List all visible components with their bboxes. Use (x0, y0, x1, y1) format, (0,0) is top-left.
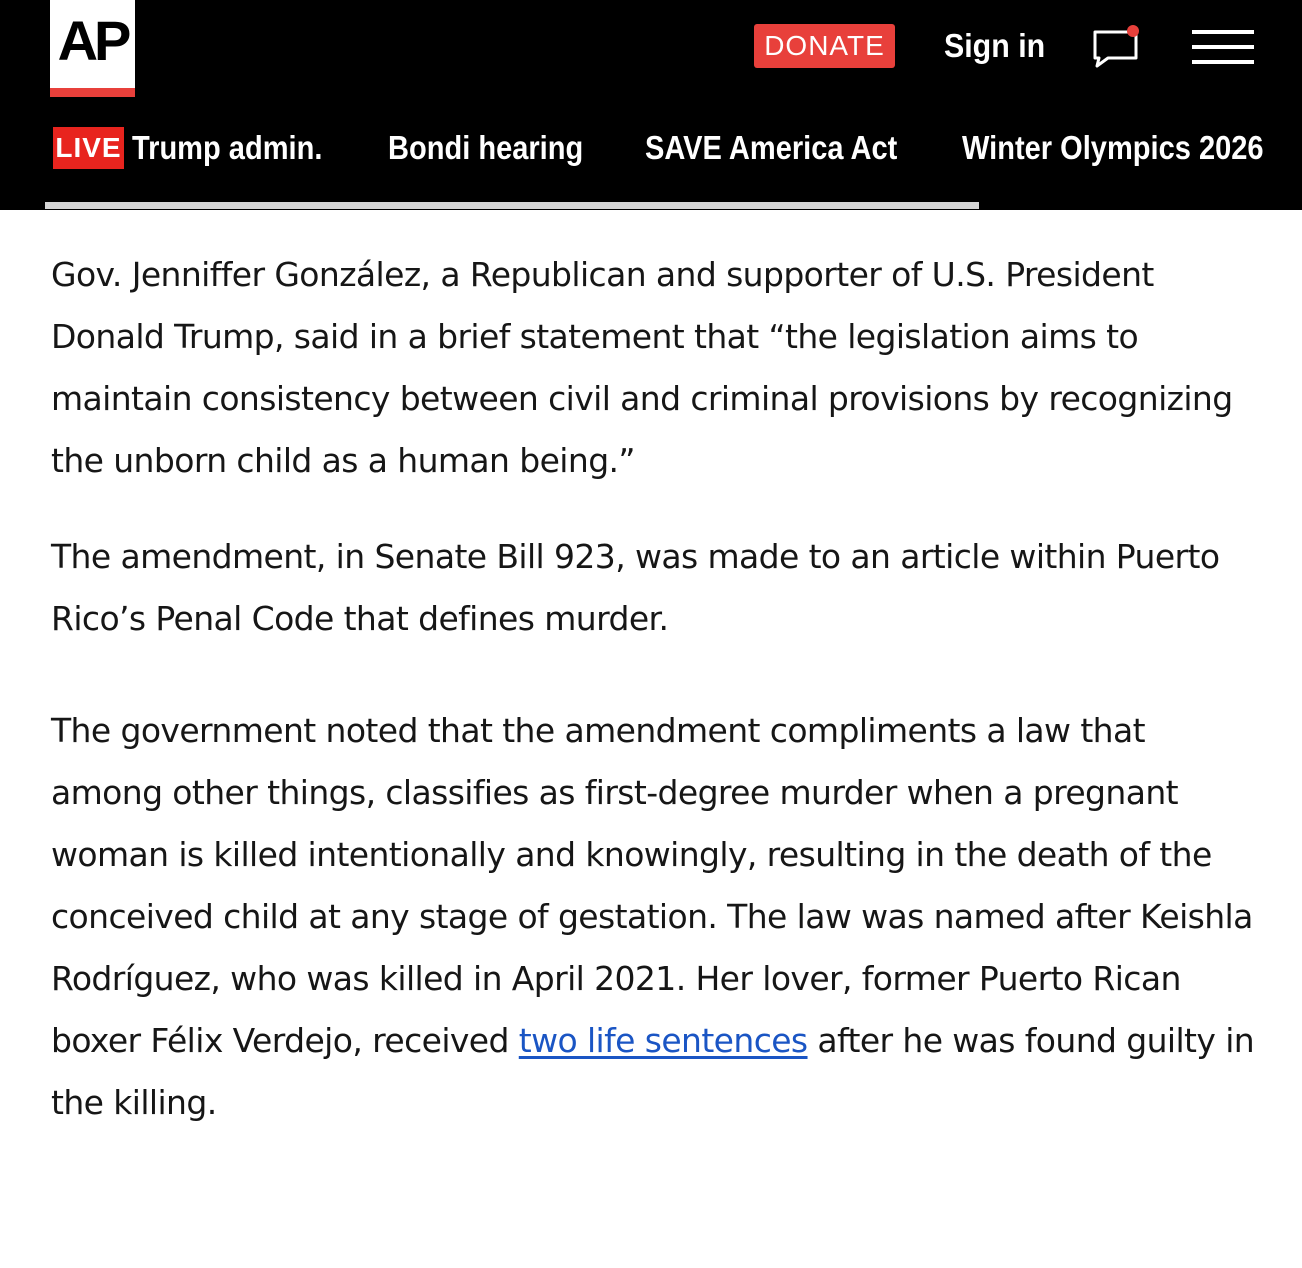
live-badge: LIVE (53, 127, 124, 169)
article-paragraph-1: Gov. Jenniffer González, a Republican and supporter of U.S. President Donald Trump, said in a brief statement that “the legislation aims to maintain consistency between civil and criminal provisions by recognizing the unborn child as a human being.” (51, 255, 1233, 480)
chat-bubble-icon[interactable] (1090, 22, 1144, 68)
nav-item-save-america-act[interactable]: SAVE America Act (645, 129, 898, 166)
logo-text: AP (57, 9, 128, 72)
paragraph-3-text: The government noted that the amendment compliments a law that among other things, classifies as first-degree murder when a pregnant woman is killed intentionally and knowingly, resulting in the death of the conceived child at any stage of gestation. The law was named after Keishla Rodríguez, who was killed in April 2021. Her lover, former Puerto Rican boxer Félix Verdejo, received (51, 711, 1253, 1060)
article-paragraph-3 (51, 700, 1261, 1134)
nav-item-bondi-hearing[interactable]: Bondi hearing (388, 129, 584, 166)
ap-logo[interactable] (50, 0, 135, 97)
nav-item-trump-admin[interactable]: Trump admin. (132, 129, 323, 166)
topic-nav (0, 120, 1302, 178)
nav-item-winter-olympics[interactable]: Winter Olympics 2026 (962, 129, 1264, 166)
sign-in-link[interactable]: Sign in (944, 27, 1046, 64)
two-life-sentences-link[interactable]: two life sentences (518, 1021, 808, 1060)
site-header (0, 0, 1302, 210)
logo-red-bar (50, 88, 135, 97)
hamburger-menu-icon[interactable] (1192, 28, 1254, 66)
article-paragraph-2: The amendment, in Senate Bill 923, was made to an article within Puerto Rico’s Penal Code that defines murder. (51, 537, 1220, 638)
donate-button[interactable]: DONATE (754, 24, 895, 68)
nav-scrollbar[interactable] (45, 202, 979, 209)
article-body (51, 244, 1261, 1168)
paragraph-3-tail: after he was found guilty in the killing. (51, 1021, 1255, 1122)
